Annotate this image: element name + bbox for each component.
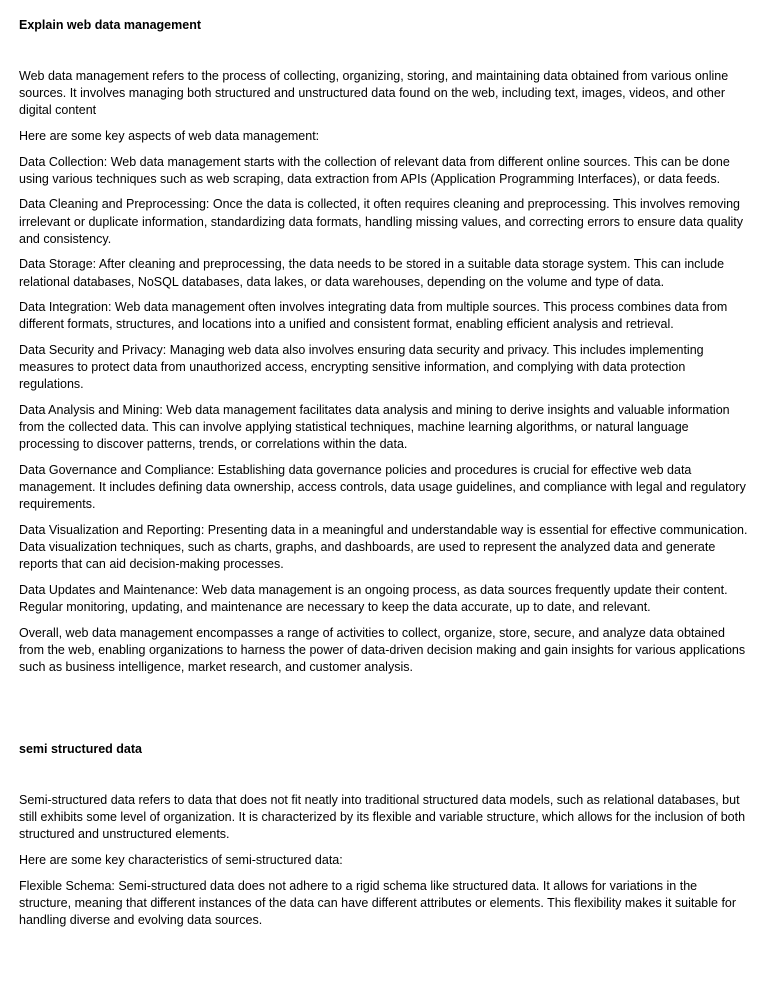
paragraph: Data Storage: After cleaning and preprocessing, the data needs to be stored in a suitable data storage system. This can include relational databases, NoSQL databases, data lakes, or data warehouses, depending on the volume and type of data. [19, 257, 725, 289]
paragraph: Flexible Schema: Semi-structured data does not adhere to a rigid schema like structured data. It allows for variations in the structure, meaning that different instances of the data can have different attributes or elements. This flexibility makes it suitable for handling diverse and evolving data sources. [19, 878, 737, 927]
paragraph: Data Visualization and Reporting: Presenting data in a meaningful and understandable way is essential for effective communication. Data visualization techniques, such as charts, graphs, and dashboards, are used to represent the analyzed data and generate reports that can aid decision-making processes. [19, 522, 748, 572]
paragraph: Data Governance and Compliance: Establishing data governance policies and procedures is crucial for effective web data management. It includes defining data ownership, access controls, data usage guidelines, and compliance with legal and regulatory requirements. [19, 462, 746, 512]
section-heading-web-data-management: Explain web data management [19, 18, 201, 32]
paragraph: Here are some key aspects of web data management: [19, 129, 320, 143]
paragraph: Data Integration: Web data management often involves integrating data from multiple sources. This process combines data from different formats, structures, and locations into a unified and consistent format, enabling efficient analysis and retrieval. [19, 300, 728, 332]
paragraph: Data Cleaning and Preprocessing: Once the data is collected, it often requires cleaning and preprocessing. This involves removing irrelevant or duplicate information, standardizing data formats, handling missing values, and correcting errors to ensure data quality and consistency. [19, 197, 743, 246]
paragraph: Overall, web data management encompasses a range of activities to collect, organize, store, secure, and analyze data obtained from the web, enabling organizations to harness the power of data-driven decision making and gain insights for various applications such as business intelligence, market research, and customer analysis. [19, 625, 746, 675]
section-body-web-data-management [19, 68, 752, 685]
section-body-semi-structured-data [19, 792, 752, 938]
paragraph: Data Analysis and Mining: Web data management facilitates data analysis and mining to derive insights and valuable information from the collected data. This can involve applying statistical techniques, machine learning algorithms, or natural language processing to discover patterns, trends, or correlations within the data. [19, 402, 730, 452]
paragraph: Here are some key characteristics of semi-structured data: [19, 853, 343, 867]
paragraph: Semi-structured data refers to data that does not fit neatly into traditional structured data models, such as relational databases, but still exhibits some level of organization. It is characterized by its flexible and variable structure, which allows for the inclusion of both structured and unstructured elements. [19, 793, 746, 842]
paragraph: Data Collection: Web data management starts with the collection of relevant data from different online sources. This can be done using various techniques such as web scraping, data extraction from APIs (Application Programming Interfaces), or data feeds. [19, 154, 730, 186]
paragraph: Data Security and Privacy: Managing web data also involves ensuring data security and privacy. This includes implementing measures to protect data from unauthorized access, encrypting sensitive information, and complying with data protection regulations. [19, 342, 704, 392]
paragraph: Web data management refers to the process of collecting, organizing, storing, and maintaining data obtained from various online sources. It involves managing both structured and unstructured data found on the web, including text, images, videos, and other digital content [19, 69, 729, 118]
paragraph: Data Updates and Maintenance: Web data management is an ongoing process, as data sources frequently update their content. Regular monitoring, updating, and maintenance are necessary to keep the data accurate, up to date, and relevant. [19, 582, 728, 615]
section-heading-semi-structured-data: semi structured data [19, 742, 142, 756]
